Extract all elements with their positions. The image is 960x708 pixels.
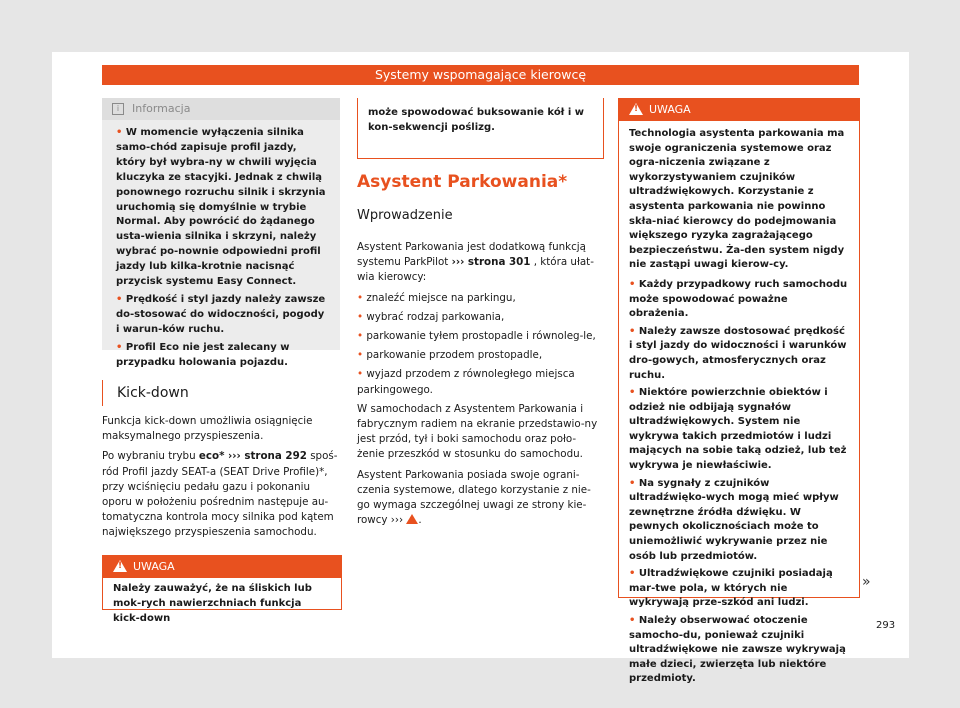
bullet-text: parkowanie przodem prostopadle, <box>366 349 543 362</box>
bullet-marker: • <box>629 477 639 489</box>
bullet-marker: • <box>357 368 367 381</box>
bullet-marker: • <box>629 387 639 399</box>
bullet-marker: • <box>357 310 367 323</box>
bullet-marker: • <box>629 615 639 626</box>
bullet-item <box>357 310 603 325</box>
kickdown-p2c: spoś-ród Profil jazdy SEAT-a (SEAT Drive Profile)*, przy wciśnięciu pedału gazu i pokonaniu oporu w położeniu pośrednim następuje au-tomatyczna kontrola mocy silnika pod kątem największego przyspieszenia samochodu. <box>102 450 338 539</box>
parking-text <box>357 240 603 533</box>
chapter-header: Systemy wspomagające kierowcę <box>102 65 859 85</box>
bullet-item <box>116 341 326 371</box>
warning-bullets <box>629 278 849 687</box>
parking-assistant-heading: Asystent Parkowania* <box>357 172 568 192</box>
kickdown-link[interactable]: eco* ››› strona 292 <box>198 450 307 463</box>
parking-p1c: , która ułat-wia kierowcy: <box>357 256 594 284</box>
bullet-marker: • <box>629 278 639 290</box>
warning-header <box>103 556 341 578</box>
bullet-item <box>116 126 326 290</box>
warning-icon <box>113 560 127 572</box>
info-header <box>102 98 340 120</box>
bullet-text: Każdy przypadkowy ruch samochodu może spowodować poważne obrażenia. <box>629 278 848 320</box>
bullet-marker: • <box>629 325 639 337</box>
bullet-text: wybrać rodzaj parkowania, <box>366 310 505 323</box>
parking-p3-text: Asystent Parkowania posiada swoje ograni-czenia systemowe, dlatego korzystanie z nie-go wymaga szczególnej uwagi ze strony kie-rowcy ››› <box>357 468 591 527</box>
warning-body-parking <box>619 121 859 696</box>
warning-box-kickdown <box>102 555 342 624</box>
bullet-item <box>357 367 603 397</box>
warning-continued-text: może spowodować buksowanie kół i w kon-sekwencji poślizg. <box>368 107 585 133</box>
bullet-text: Profil Eco nie jest zalecany w przypadku holowania pojazdu. <box>116 341 290 368</box>
bullet-marker: • <box>357 330 367 343</box>
bullet-item <box>629 278 849 322</box>
bullet-marker: • <box>357 349 367 362</box>
page-number: 293 <box>876 620 896 631</box>
kickdown-text <box>102 414 342 546</box>
bullet-item <box>629 477 849 565</box>
bullet-item <box>357 329 603 344</box>
warning-title: UWAGA <box>133 560 175 573</box>
continue-arrow: » <box>862 574 871 590</box>
kickdown-heading: Kick-down <box>102 380 355 406</box>
kickdown-p2 <box>102 449 342 540</box>
warning-title-parking: UWAGA <box>649 103 691 116</box>
bullet-text: wyjazd przodem z równoległego miejsca parkingowego. <box>357 368 575 396</box>
bullet-marker: • <box>629 568 639 580</box>
bullet-text: Na sygnały z czujników ultradźwięko-wych mogą mieć wpływ zewnętrzne źródła dźwięku. W pewnych okolicznościach może to uniemożliwić wykrywanie przez nie osób lub przedmiotów. <box>629 477 839 562</box>
bullet-text: Niektóre powierzchnie obiektów i odzież nie odbijają sygnałów ultradźwiękowych. System nie wykrywa takich przedmiotów i ludzi mających na sobie taką odzież, lub też wykrywa je niewłaściwie. <box>629 387 847 472</box>
warning-text: Należy zauważyć, że na śliskich lub mok-rych nawierzchniach funkcja kick-down <box>113 583 312 624</box>
parking-link[interactable]: ››› strona 301 <box>451 256 531 269</box>
parking-p1 <box>357 240 603 286</box>
kickdown-p1: Funkcja kick-down umożliwia osiągnięcie maksymalnego przyspieszenia. <box>102 415 313 443</box>
parking-p1a: Asystent Parkowania jest dodatkową funkcją systemu ParkPilot <box>357 241 586 269</box>
bullet-marker: • <box>116 341 126 353</box>
bullet-item <box>357 291 603 306</box>
bullet-marker: • <box>116 127 126 138</box>
bullet-marker: • <box>116 293 126 305</box>
bullet-text: Należy zawsze dostosować prędkość i styl jazdy do widoczności i warunków dro-gowych, atmosferycznych oraz ruchu. <box>629 325 847 381</box>
parking-bullets <box>357 291 603 398</box>
bullet-item <box>629 325 849 383</box>
info-list <box>102 120 340 371</box>
bullet-item <box>357 348 603 363</box>
bullet-item <box>629 614 849 687</box>
bullet-marker: • <box>357 291 367 304</box>
bullet-text: znaleźć miejsce na parkingu, <box>366 291 516 304</box>
kickdown-p2a: Po wybraniu trybu <box>102 450 199 463</box>
info-box <box>102 98 340 368</box>
bullet-text: parkowanie tyłem prostopadle i równoleg-le, <box>366 330 596 343</box>
warning-intro: Technologia asystenta parkowania ma swoje ograniczenia systemowe oraz ogra-niczenia związane z wykorzystywaniem czujników ultradźwiękowych. Korzystanie z asystenta parkowania nie powinno skła-niać kierowcy do podejmowania większego ryzyka zagrażającego bezpieczeństwu. Ża-den system nigdy nie zastąpi uwagi kierow-cy. <box>629 128 845 271</box>
warning-box-continued <box>357 98 604 159</box>
warning-icon <box>629 103 643 115</box>
bullet-item <box>629 567 849 611</box>
bullet-text: Ultradźwiękowe czujniki posiadają mar-twe pola, w których nie wykrywają prze-szkód ani ludzi. <box>629 568 833 609</box>
warning-ref-icon[interactable] <box>406 514 418 524</box>
bullet-text: Należy obserwować otoczenie samocho-du, ponieważ czujniki ultradźwiękowe nie zawsze wykrywają małe dzieci, zwierzęta lub niektóre przedmioty. <box>629 615 846 685</box>
bullet-text: Prędkość i styl jazdy należy zawsze do-stosować do widoczności, pogody i warun-ków ruchu. <box>116 293 326 335</box>
warning-box-parking <box>618 98 860 685</box>
warning-header-parking <box>619 99 859 121</box>
bullet-text: W momencie wyłączenia silnika samo-chód zapisuje profil jazdy, który był wybra-ny w chwili wyjęcia kluczyka ze stacyjki. Jednak z chwilą ponownego rozruchu silnik i skrzynia uruchomią się domyślnie w trybie Normal. Aby powrócić do żądanego usta-wienia silnika i skrzyni, należy wybrać po-nownie odpowiedni profil jazdy lub kilka-krotnie nacisnąć przycisk systemu Easy Connect. <box>116 127 326 288</box>
bullet-item <box>116 293 326 338</box>
introduction-heading: Wprowadzenie <box>357 208 453 223</box>
parking-p3: Asystent Parkowania posiada swoje ograni-czenia systemowe, dlatego korzystanie z nie-go wymaga szczególnej uwagi ze strony kie-rowcy ››› . <box>357 468 591 527</box>
info-title: Informacja <box>132 102 191 115</box>
info-icon: i <box>112 103 124 115</box>
parking-p2: W samochodach z Asystentem Parkowania i fabrycznym radiem na ekranie przedstawio-ny jest przód, tył i boki samochodu oraz poło-żenie przeszkód w stosunku do samochodu. <box>357 402 598 461</box>
bullet-item <box>629 386 849 474</box>
